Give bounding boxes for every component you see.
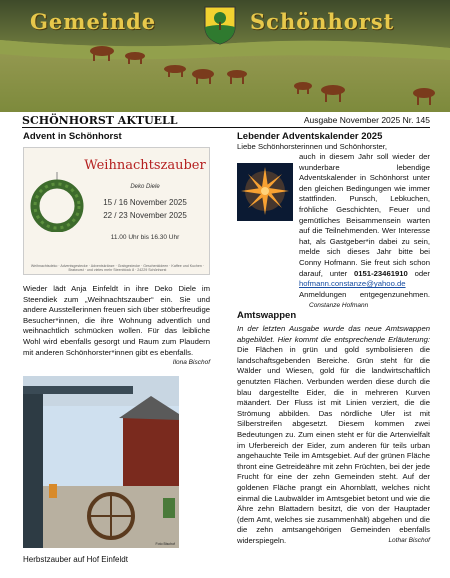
wreath-icon [28,172,86,232]
kalender-email-link[interactable]: hofmann.constanze@yahoo.de [299,279,406,289]
flyer-title: Weihnachtszauber [84,158,206,173]
advent-heading: Advent in Schönhorst [23,131,122,142]
kalender-oder: oder [407,268,430,278]
advent-author: Ilona Bischof [172,359,210,367]
masthead-title-right: Schönhorst [250,9,395,34]
kalender-phone: 0151-23461910 [353,268,408,278]
adventskalender-article [237,131,430,545]
flyer-time: 11.00 Uhr bis 16.30 Uhr [110,234,180,241]
kalender-heading: Lebender Adventskalender 2025 [237,131,383,142]
kalender-author: Constanze Hofmann [309,302,369,310]
amtswappen-article [237,310,430,546]
masthead-title-left: Gemeinde [30,9,157,34]
advent-article [23,131,210,564]
amtswappen-text [237,324,430,546]
kalender-body-2: Anmeldungen entgegenzunehmen. [299,289,430,299]
amtswappen-author: Lothar Bischof [388,536,430,544]
amtswappen-intro: In der letzten Ausgabe wurde das neue Amtswappen abgebildet. Hier kommt die entsprechende Erläuterung: [237,324,430,344]
municipal-crest-icon [203,5,237,45]
section-header [22,114,430,128]
kalender-greeting: Liebe Schönhorsterinnen und Schönhorster, [237,142,388,151]
issue-label: Ausgabe November 2025 Nr. 145 [303,115,430,125]
section-title: SCHÖNHORST AKTUELL [22,114,178,127]
advent-body [23,284,210,369]
flyer-subtitle: Deko Diele [130,184,160,190]
flyer-date-1: 15 / 16 November 2025 [103,198,187,207]
flyer-footer: Weihnachtsdeko · Adventsgestecke · Adventskränze · Grabgestecke · Geschenkideen · Kaffee und Kuchen · Bratwurst · und vieles mehr Steenblock 8 · 24229 Schönhorst [30,264,205,272]
amtswappen-body: Die Flächen in grün und gold symbolisieren die landschaftsgebenden Bereiche. Grün steht für die Wälder und Wiesen, gold für die landwirtschaftlich genutzten Flächen. Verbunden werden diese durch die blau dargestellte Eider, die in mehreren Kurven mäandert. Der Fluss ist mit Linien verziert, die die Strömung abbilden. Das nördliche Ufer ist mit Silberstreifen abgesetzt. Diesem kommen zwei Bedeutungen zu. Zum einen steht er für die Artenvielfalt im Uferbereich der Eider, zum anderen für teils urban angehauchte Teile im Amtsgebiet. Auf der grünen Fläche thront eine Getreideähre mit zehn Früchten, bei der jede Frucht für eine der zehn Gemeinden steht. Auf der goldenen Fläche prangt ein Ahornblatt, welches nicht einmal die Laubwälder im Amtsgebiet betont und wie die Ähre zehn Blattadern besitzt, die von der Hauptader (dem Amt, welches sie zusammenhält) abgehen und die die zehn amtsangehörigen Gemeinden ebenfalls widerspiegeln. [237,345,430,545]
flyer-date-2: 22 / 23 November 2025 [103,211,187,220]
photo-credit: Foto Bischof [155,542,175,546]
weihnachtszauber-flyer [23,147,210,275]
masthead-banner [0,0,450,112]
kalender-body-1: auch in diesem Jahr soll wieder der wunderbare lebendige Adventskalender in Schönhorst unter den gleichen Bedingungen wie immer stattfinden. Punsch, Lebkuchen, fröhliche Geschichten, Feuer und gemütliches Beisammensein warten auf die Teilnehmenden. Wer Interesse hat, als Gastgeber*in dabei zu sein, melde sich dieses Jahr bitte bei Conny Hofmann. Sie freut sich schon darauf, unter [299,152,430,278]
herbstzauber-photo [23,376,179,548]
advent-text: Wieder lädt Anja Einfeldt in ihre Deko Diele im Steendiek zum „Weihnachtszauber“ ein. Sie und andere Ausstellerinnen freuen sich über stöberfreudige Besucher*innen, die ihre Wohnung adventlich und weihnachtlich schmücken wollen. Für das leibliche Wohl wird ebenfalls gesorgt und Raum zum Plaudern mit anderen Schönhorster*innen gibt es ebenfalls. [23,284,210,357]
amtswappen-heading: Amtswappen [237,310,297,321]
header-divider [22,127,430,128]
kalender-text [237,152,430,312]
photo-caption: Herbstzauber auf Hof Einfeldt [23,555,128,564]
